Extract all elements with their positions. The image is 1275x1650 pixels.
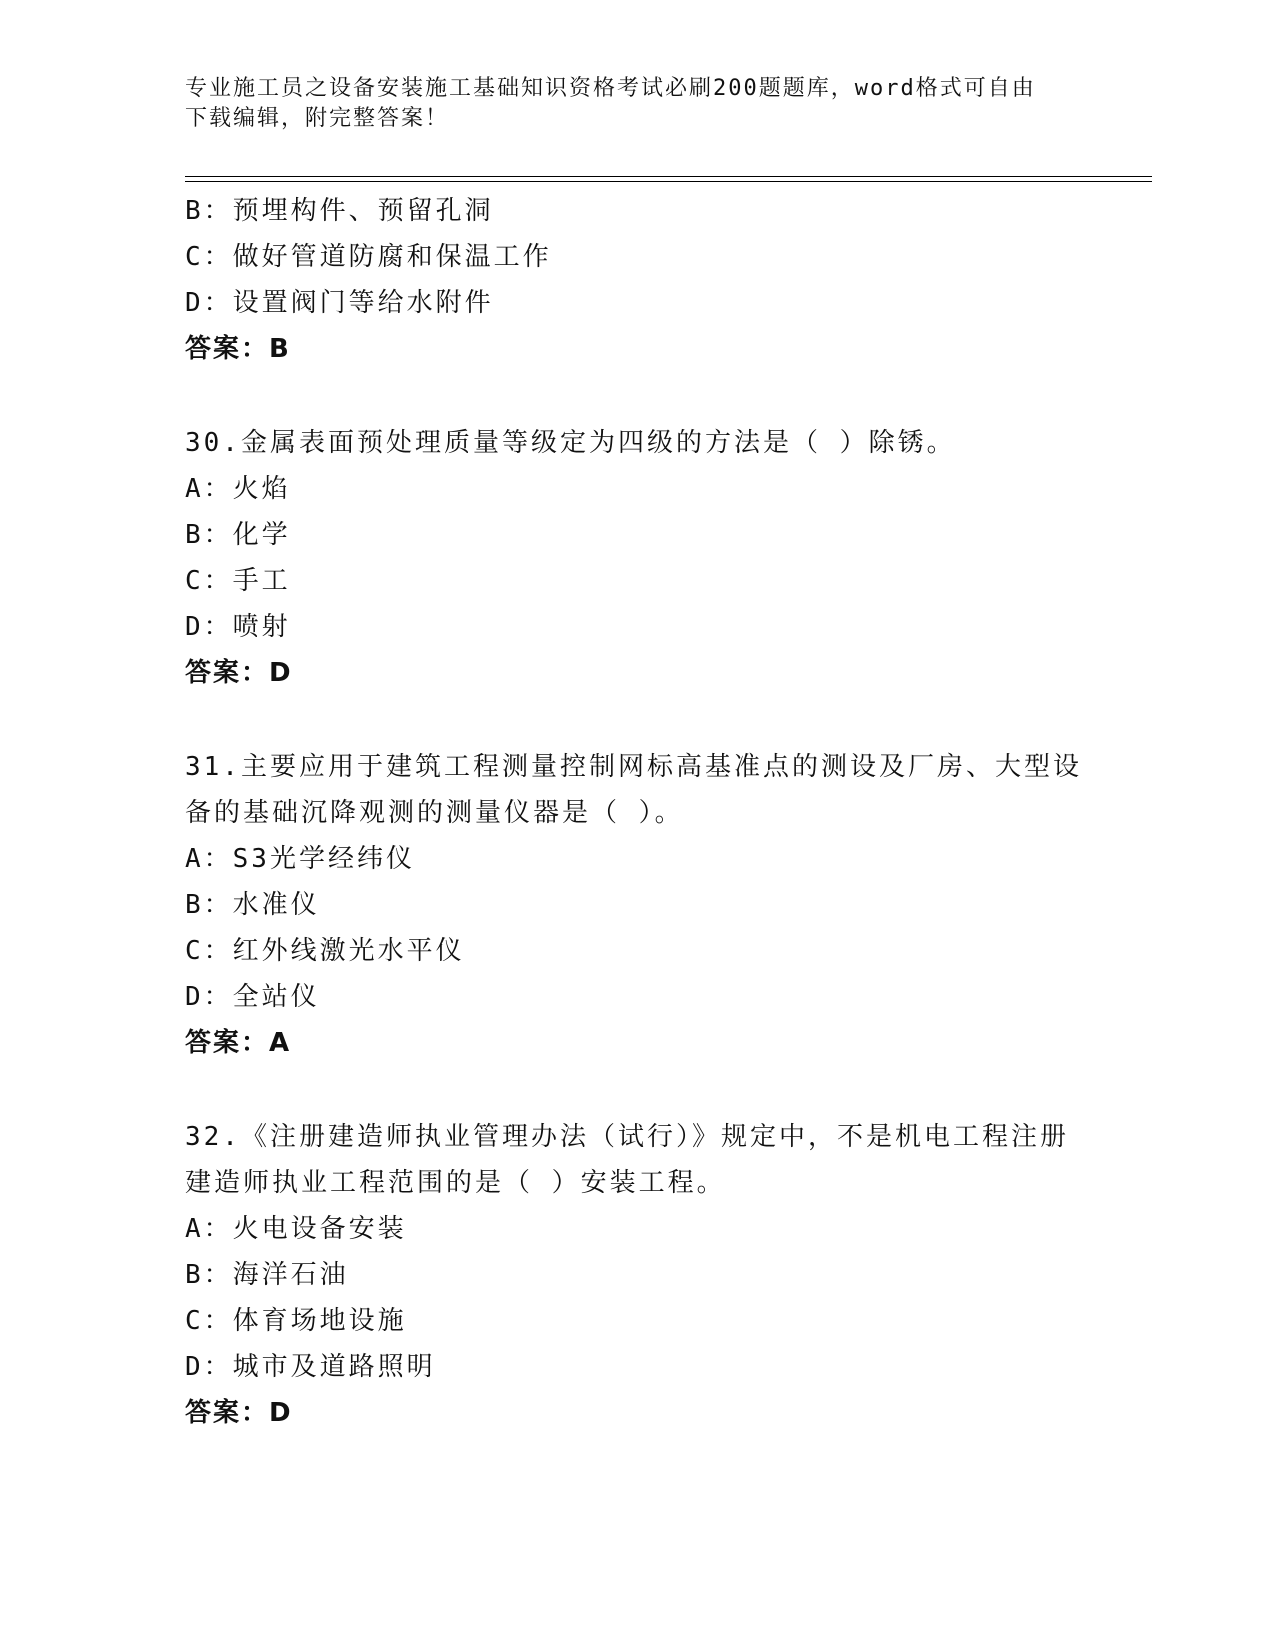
option-b: B：化学 (185, 520, 291, 550)
question-32 (185, 1114, 1085, 1436)
question-stem-line-2: 备的基础沉降观测的测量仪器是（ ）。 (185, 798, 684, 828)
option-d: D：喷射 (185, 612, 291, 642)
question-31 (185, 744, 1085, 1066)
question-stem: 30.金属表面预处理质量等级定为四级的方法是（ ）除锈。 (185, 428, 956, 458)
question-stem-line-2: 建造师执业工程范围的是（ ）安装工程。 (185, 1168, 726, 1198)
option-a: A：火焰 (185, 474, 291, 504)
answer-label: 答案：A (185, 1028, 292, 1058)
option-c: C：手工 (185, 566, 291, 596)
option-a: A：S3光学经纬仪 (185, 844, 415, 874)
option-d: D：全站仪 (185, 982, 320, 1012)
page-header (185, 74, 1065, 134)
option-c: C：红外线激光水平仪 (185, 936, 465, 966)
option-d: D：城市及道路照明 (185, 1352, 436, 1382)
question-30 (185, 420, 1085, 696)
question-content (185, 188, 1085, 1436)
header-title-line-2: 下载编辑，附完整答案！ (185, 106, 450, 131)
answer-label: 答案：D (185, 658, 293, 688)
answer-label: 答案：B (185, 334, 291, 364)
header-divider (185, 176, 1152, 182)
option-a: A：火电设备安装 (185, 1214, 407, 1244)
option-d: D：设置阀门等给水附件 (185, 288, 494, 318)
question-stem-line-1: 32.《注册建造师执业管理办法（试行）》规定中，不是机电工程注册 (185, 1122, 1069, 1152)
option-b: B：水准仪 (185, 890, 320, 920)
option-b: B：海洋石油 (185, 1260, 349, 1290)
question-29-continued (185, 188, 1085, 372)
option-c: C：体育场地设施 (185, 1306, 407, 1336)
question-stem-line-1: 31.主要应用于建筑工程测量控制网标高基准点的测设及厂房、大型设 (185, 752, 1082, 782)
option-c: C：做好管道防腐和保温工作 (185, 242, 552, 272)
header-title-line-1: 专业施工员之设备安装施工基础知识资格考试必刷200题题库，word格式可自由 (185, 76, 1036, 101)
option-b: B：预埋构件、预留孔洞 (185, 196, 494, 226)
answer-label: 答案：D (185, 1398, 293, 1428)
